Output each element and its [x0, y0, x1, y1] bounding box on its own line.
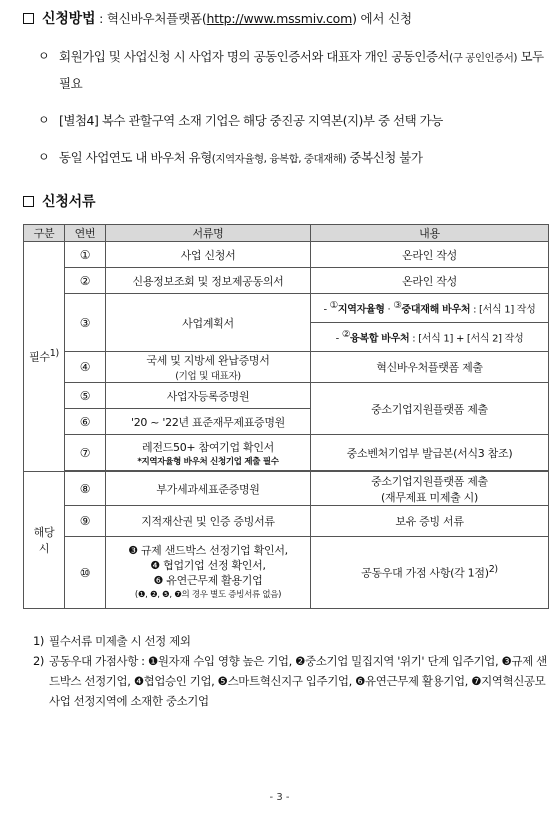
header-content: 내용 — [311, 225, 549, 242]
table-row: ⑨ 지적재산권 및 인증 증빙서류 보유 증빙 서류 — [24, 506, 549, 537]
plan-line-2: - ②융복합 바우처 : [서식 1] + [서식 2] 작성 — [311, 323, 549, 352]
table-row: ⑩ ❸ 규제 샌드박스 선정기업 확인서, ❹ 협업기업 선정 확인서, ❻ 유연근무제 활용기업 (❶, ❷, ❺, ❼의 경우 별도 증빙서류 없음) 공동우대 가점 사항(각 1점)$^{2)}$ — [24, 537, 549, 609]
group-required: 필수$^{1)}$ — [24, 242, 65, 472]
doc-name: 사업계획서 — [106, 294, 311, 352]
doc-content: 중소기업지원플랫폼 제출 — [311, 383, 549, 435]
doc-name: 국세 및 지방세 완납증명서 (기업 및 대표자) — [106, 352, 311, 383]
doc-name: 사업 신청서 — [106, 242, 311, 268]
doc-content: 공동우대 가점 사항(각 1점)$^{2)}$ — [311, 537, 549, 609]
plan-line-1: - ①지역자율형 · ③중대재해 바우처 : [서식 1] 작성 — [311, 294, 549, 323]
docs-heading: 신청서류 — [23, 191, 95, 211]
doc-content: 온라인 작성 — [311, 268, 549, 294]
doc-content: 중소기업지원플랫폼 제출 (재무제표 미제출 시) — [311, 472, 549, 506]
header-no: 연번 — [65, 225, 106, 242]
doc-name: 지적재산권 및 인증 증빙서류 — [106, 506, 311, 537]
table-row: ⑦ 레전드50+ 참여기업 확인서 *지역자율형 바우처 신청기업 제출 필수 중소벤처기업부 발급본(서식3 참조) — [24, 435, 549, 471]
footnote-item: 1) 필수서류 미제출 시 선정 제외 — [33, 634, 191, 648]
group-applicable: 해당 시 — [24, 472, 65, 609]
doc-name: 레전드50+ 참여기업 확인서 *지역자율형 바우처 신청기업 제출 필수 — [106, 435, 311, 471]
table-row: 필수$^{1)}$ ① 사업 신청서 온라인 작성 — [24, 242, 549, 268]
table-row: ② 신용정보조회 및 정보제공동의서 온라인 작성 — [24, 268, 549, 294]
doc-name: ❸ 규제 샌드박스 선정기업 확인서, ❹ 협업기업 선정 확인서, ❻ 유연근무제 활용기업 (❶, ❷, ❺, ❼의 경우 별도 증빙서류 없음) — [106, 537, 311, 609]
table-row: ⑥ '20 ~ '22년 표준재무제표증명원 — [24, 409, 549, 435]
checkbox-square-icon — [23, 196, 34, 207]
footnote-item: 2) 공동우대 가점사항 : ❶원자재 수입 영향 높은 기업, ❷중소기업 밀집지역 '위기' 단계 입주기업, ❸규제 샌드박스 선정기업, ❹협업승인 기업, ❺스마트혁신지구 입주기업, ❻유연근무제 활용기업, ❼지역혁신공모사업 선정지역에 소재한 중소기업 — [33, 654, 547, 708]
bullet-item: ㅇ [별첨4] 복수 관할구역 소재 기업은 해당 중진공 지역본(지)부 중 선택 가능 — [38, 113, 443, 128]
table-row: 해당 시 ⑧ 부가세과세표준증명원 중소기업지원플랫폼 제출 (재무제표 미제출 시) — [24, 472, 549, 506]
method-heading: 신청방법 : 혁신바우처플랫폼(http://www.mssmiv.com) 에서 신청 — [23, 8, 412, 28]
doc-content: 보유 증빙 서류 — [311, 506, 549, 537]
doc-name: 신용정보조회 및 정보제공동의서 — [106, 268, 311, 294]
bullet-item: ㅇ 회원가입 및 사업신청 시 사업자 명의 공동인증서와 대표자 개인 공동인증서(구 공인인증서) 모두 필요 — [38, 49, 544, 91]
voucher-platform-link[interactable]: http://www.mssmiv.com — [206, 11, 353, 26]
doc-name: 사업자등록증명원 — [106, 383, 311, 409]
footnotes — [23, 631, 548, 711]
table-header-row — [24, 225, 549, 242]
doc-name: 부가세과세표준증명원 — [106, 472, 311, 506]
table-row: ⑤ 사업자등록증명원 중소기업지원플랫폼 제출 — [24, 383, 549, 409]
doc-content: 온라인 작성 — [311, 242, 549, 268]
doc-name: '20 ~ '22년 표준재무제표증명원 — [106, 409, 311, 435]
table-row: ③ 사업계획서 - ①지역자율형 · ③중대재해 바우처 : [서식 1] 작성 — [24, 294, 549, 323]
checkbox-square-icon — [23, 13, 34, 24]
doc-content: 혁신바우처플랫폼 제출 — [311, 352, 549, 383]
page-number: - 3 - — [269, 792, 290, 803]
table-row: ④ 국세 및 지방세 완납증명서 (기업 및 대표자) 혁신바우처플랫폼 제출 — [24, 352, 549, 383]
header-name: 서류명 — [106, 225, 311, 242]
required-documents-table — [23, 224, 549, 609]
bullet-item: ㅇ 동일 사업연도 내 바우처 유형(지역자율형, 융복합, 중대재해) 중복신청 불가 — [38, 150, 423, 165]
doc-content: 중소벤처기업부 발급본(서식3 참조) — [311, 435, 549, 471]
header-category: 구분 — [24, 225, 65, 242]
